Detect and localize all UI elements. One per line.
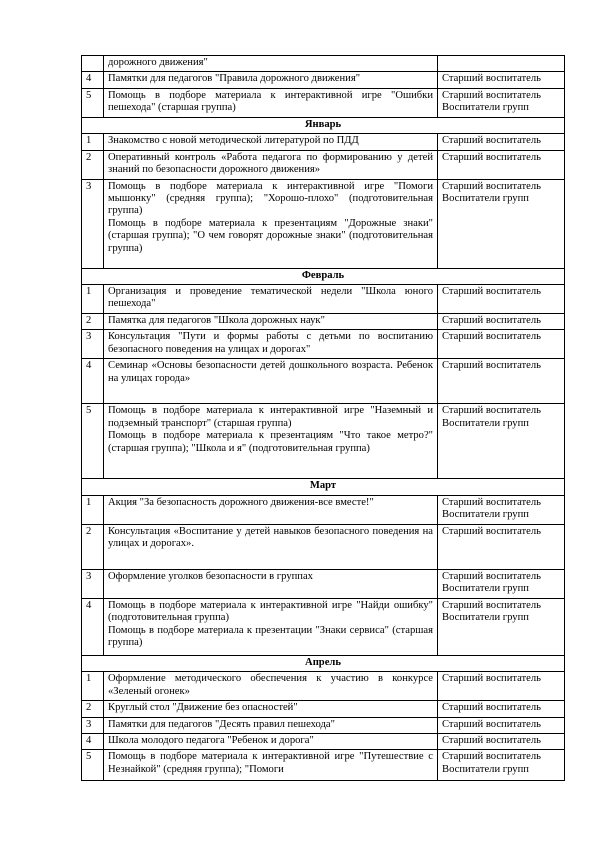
row-number: 5 [82, 750, 104, 781]
task-cell [104, 750, 438, 781]
table-row [82, 495, 565, 524]
responsible-cell [438, 359, 565, 404]
task-cell [104, 598, 438, 655]
table-row [82, 404, 565, 479]
table-row [82, 569, 565, 598]
table-row [82, 750, 565, 781]
responsible-cell [438, 569, 565, 598]
responsible-person: Старший воспитатель [442, 286, 541, 298]
task-text: Помощь в подборе материала к интерактивной игре "Найди ошибку" (подготовительная группа) [108, 599, 433, 624]
task-cell [104, 569, 438, 598]
responsible-cell [438, 56, 565, 72]
task-text: Акция "За безопасность дорожного движения-все вместе!" [108, 496, 374, 508]
responsible-person: Старший воспитатель [442, 570, 541, 582]
responsible-person: Воспитатели групп [442, 763, 529, 775]
table-row [82, 314, 565, 330]
responsible-person: Старший воспитатель [442, 751, 541, 763]
responsible-person: Старший воспитатель [442, 673, 541, 685]
row-number: 3 [82, 179, 104, 268]
row-number: 1 [82, 134, 104, 150]
task-text: Помощь в подборе материала к презентации "Знаки сервиса" (старшая группа) [108, 624, 433, 649]
row-number: 2 [82, 701, 104, 717]
row-number: 5 [82, 88, 104, 117]
responsible-person: Старший воспитатель [442, 315, 541, 327]
responsible-person: Старший воспитатель [442, 718, 541, 730]
row-number: 4 [82, 359, 104, 404]
task-text: Семинар «Основы безопасности детей дошкольного возраста. Ребенок на улицах города» [108, 360, 433, 384]
responsible-cell [438, 72, 565, 88]
task-text: Помощь в подборе материала к интерактивной игре "Ошибки пешехода" (старшая группа) [108, 89, 433, 114]
table-row [82, 134, 565, 150]
task-text: Помощь в подборе материала к интерактивной игре "Помоги мышонку" (средняя группа); "Хорошо-плохо" (подготовительная группа) [108, 180, 433, 217]
row-number: 1 [82, 495, 104, 524]
responsible-cell [438, 404, 565, 479]
row-number [82, 56, 104, 72]
responsible-person: Старший воспитатель [442, 735, 541, 747]
row-number: 4 [82, 598, 104, 655]
task-cell [104, 495, 438, 524]
responsible-person: Старший воспитатель [442, 599, 541, 611]
responsible-cell [438, 734, 565, 750]
task-cell [104, 88, 438, 117]
responsible-cell [438, 330, 565, 359]
table-row [82, 72, 565, 88]
responsible-cell [438, 672, 565, 701]
row-number: 1 [82, 672, 104, 701]
month-header-row [82, 479, 565, 495]
task-cell [104, 734, 438, 750]
row-number: 3 [82, 569, 104, 598]
responsible-cell [438, 285, 565, 314]
responsible-person: Воспитатели групп [442, 193, 529, 205]
responsible-cell [438, 524, 565, 569]
responsible-person: Старший воспитатель [442, 331, 541, 343]
task-text: Школа молодого педагога "Ребенок и дорога" [108, 735, 314, 747]
month-header-row [82, 268, 565, 284]
task-text: Памятка для педагогов "Школа дорожных наук" [108, 315, 325, 327]
task-cell [104, 150, 438, 179]
responsible-person: Воспитатели групп [442, 612, 529, 624]
work-plan-table [81, 55, 565, 781]
month-title: Март [82, 479, 565, 495]
responsible-person: Старший воспитатель [442, 702, 541, 714]
responsible-cell [438, 314, 565, 330]
responsible-person: Старший воспитатель [442, 405, 541, 417]
responsible-cell [438, 88, 565, 117]
table-row [82, 150, 565, 179]
row-number: 4 [82, 72, 104, 88]
responsible-cell [438, 701, 565, 717]
table-row [82, 330, 565, 359]
task-cell [104, 285, 438, 314]
row-number: 3 [82, 330, 104, 359]
responsible-cell [438, 717, 565, 733]
task-cell [104, 524, 438, 569]
responsible-cell [438, 495, 565, 524]
responsible-cell [438, 750, 565, 781]
row-number: 5 [82, 404, 104, 479]
table-row [82, 717, 565, 733]
responsible-person: Старший воспитатель [442, 89, 541, 101]
task-text: Оформление уголков безопасности в группах [108, 570, 313, 582]
work-plan-body [82, 56, 565, 781]
table-row [82, 672, 565, 701]
month-title: Январь [82, 117, 565, 133]
responsible-person: Старший воспитатель [442, 135, 541, 147]
responsible-cell [438, 598, 565, 655]
task-cell [104, 672, 438, 701]
task-text: Круглый стол "Движение без опасностей" [108, 702, 298, 714]
row-number: 3 [82, 717, 104, 733]
responsible-person: Старший воспитатель [442, 360, 541, 372]
task-text: Помощь в подборе материала к презентациям "Дорожные знаки" (старшая группа); "О чем говорят дорожные знаки" (подготовительная группа) [108, 217, 433, 254]
responsible-person: Воспитатели групп [442, 509, 529, 521]
responsible-person: Старший воспитатель [442, 151, 541, 163]
task-text: Помощь в подборе материала к интерактивной игре "Путешествие с Незнайкой" (средняя группа); "Помоги [108, 751, 433, 775]
task-text: Консультация «Воспитание у детей навыков безопасного поведения на улицах и дорогах». [108, 525, 433, 550]
task-cell [104, 134, 438, 150]
responsible-person: Старший воспитатель [442, 180, 541, 192]
task-text: Помощь в подборе материала к презентациям "Что такое метро?" (старшая группа); "Школа и я" (подготовительная группа) [108, 430, 433, 454]
month-header-row [82, 655, 565, 671]
month-header-row [82, 117, 565, 133]
responsible-cell [438, 150, 565, 179]
month-title: Апрель [82, 655, 565, 671]
task-cell [104, 56, 438, 72]
row-number: 2 [82, 524, 104, 569]
row-number: 4 [82, 734, 104, 750]
responsible-cell [438, 179, 565, 268]
responsible-person: Старший воспитатель [442, 73, 541, 85]
row-number: 1 [82, 285, 104, 314]
task-text: Оперативный контроль «Работа педагога по формированию у детей знаний по безопасности дорожного движения» [108, 151, 433, 176]
responsible-person: Старший воспитатель [442, 496, 541, 508]
table-row [82, 179, 565, 268]
table-row [82, 598, 565, 655]
responsible-person: Воспитатели групп [442, 417, 529, 429]
task-text: дорожного движения" [108, 57, 208, 68]
task-cell [104, 330, 438, 359]
responsible-person: Воспитатели групп [442, 583, 529, 595]
task-cell [104, 72, 438, 88]
month-title: Февраль [82, 268, 565, 284]
task-cell [104, 314, 438, 330]
table-row [82, 285, 565, 314]
table-row [82, 524, 565, 569]
task-text: Памятки для педагогов "Десять правил пешехода" [108, 718, 335, 730]
task-text: Оформление методического обеспечения к участию в конкурсе «Зеленый огонек» [108, 673, 433, 697]
row-number: 2 [82, 314, 104, 330]
table-row [82, 734, 565, 750]
task-text: Помощь в подборе материала к интерактивной игре "Наземный и подземный транспорт" (старшая группа) [108, 405, 433, 429]
responsible-person: Воспитатели групп [442, 102, 529, 114]
task-cell [104, 404, 438, 479]
table-row [82, 88, 565, 117]
task-cell [104, 701, 438, 717]
responsible-cell [438, 134, 565, 150]
task-cell [104, 359, 438, 404]
task-text: Консультация "Пути и формы работы с детьми по воспитанию безопасного поведения на улицах и дорогах" [108, 331, 433, 355]
task-text: Знакомство с новой методической литературой по ПДД [108, 135, 359, 147]
responsible-person: Старший воспитатель [442, 525, 541, 537]
task-text: Организация и проведение тематической недели "Школа юного пешехода" [108, 286, 433, 310]
table-row [82, 56, 565, 72]
table-row [82, 359, 565, 404]
task-text: Памятки для педагогов "Правила дорожного движения" [108, 73, 361, 85]
task-cell [104, 717, 438, 733]
table-row [82, 701, 565, 717]
task-cell [104, 179, 438, 268]
row-number: 2 [82, 150, 104, 179]
